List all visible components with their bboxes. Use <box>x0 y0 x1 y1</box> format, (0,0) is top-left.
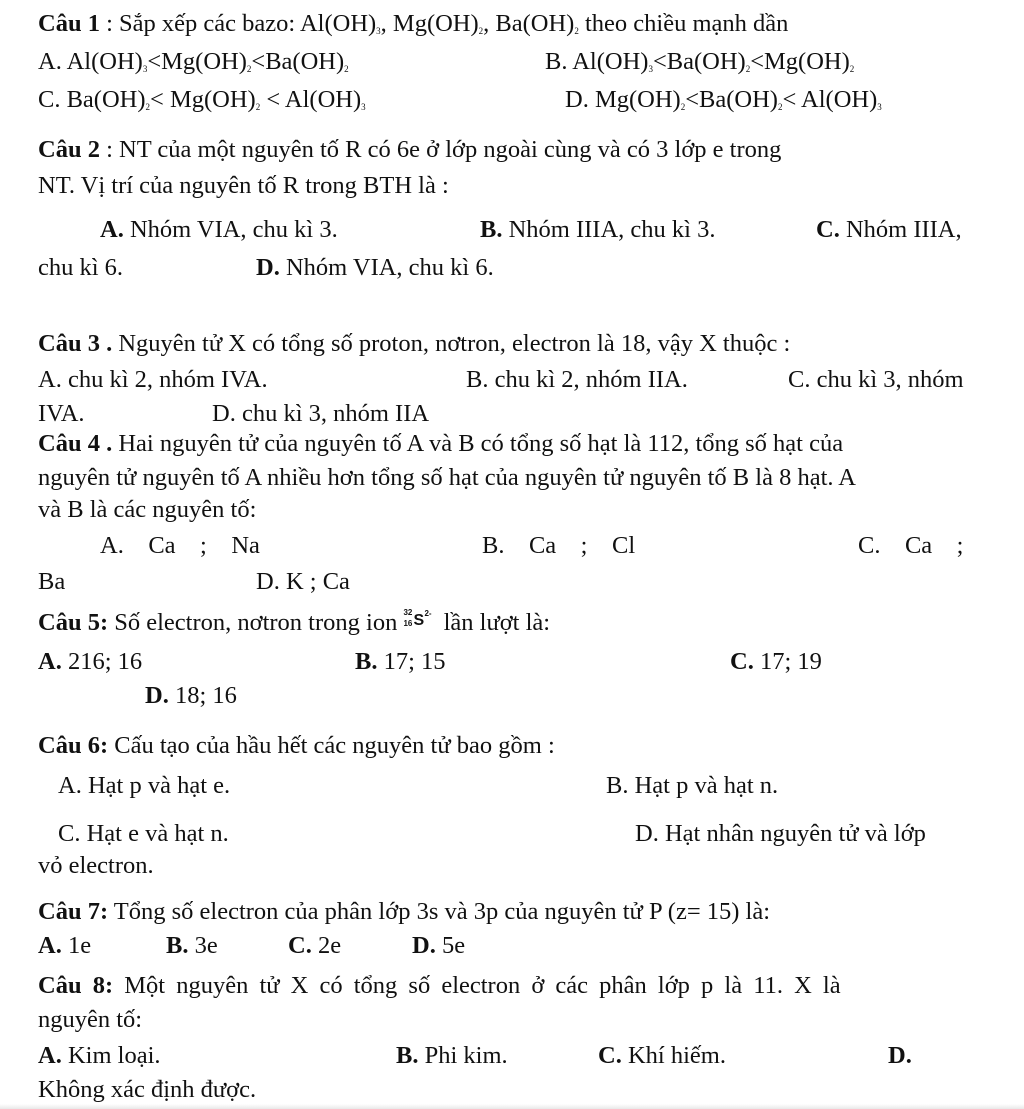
question-3-stem: Câu 3 . Nguyên tử X có tổng số proton, nơtron, electron là 18, vậy X thuộc : <box>38 330 791 357</box>
answer-option-d[interactable]: D. 18; 16 <box>145 682 237 709</box>
answer-option-b[interactable]: B. chu kì 2, nhóm IIA. <box>466 366 688 393</box>
answer-option-d[interactable]: D. Nhóm VIA, chu kì 6. <box>256 254 494 281</box>
question-label: Câu 4 . <box>38 430 113 457</box>
answer-option-a[interactable]: A. $Al(OH)_3<Mg(OH)_2<Ba(OH)_2$ <box>38 48 349 75</box>
question-2-stem-cont: NT. Vị trí của nguyên tố R trong BTH là : <box>38 172 449 199</box>
answer-option-c[interactable]: C. chu kì 3, nhóm <box>788 366 964 393</box>
answer-option-a[interactable]: A. 1e <box>38 932 92 959</box>
question-label: Câu 5: <box>38 609 109 636</box>
answer-option-c[interactable]: C. Ca ; <box>858 532 964 559</box>
answer-option-b[interactable]: B. 3e <box>166 932 218 959</box>
question-7-stem: Câu 7: Tổng số electron của phân lớp 3s và 3p của nguyên tử P (z= 15) là: <box>38 898 771 925</box>
answer-option-c[interactable]: C. 17; 19 <box>730 648 822 675</box>
answer-option-c[interactable]: C. 2e <box>288 932 342 959</box>
question-8-stem-cont: nguyên tố: <box>38 1006 143 1033</box>
answer-option-c[interactable]: C. Nhóm IIIA, <box>816 216 962 243</box>
answer-option-a[interactable]: A. Kim loại. <box>38 1042 161 1069</box>
answer-option-b[interactable]: B. Ca ; Cl <box>482 532 636 559</box>
answer-option-a[interactable]: A. Nhóm VIA, chu kì 3. <box>100 216 338 243</box>
answer-option-a[interactable]: A. chu kì 2, nhóm IVA. <box>38 366 268 393</box>
question-label: Câu 1 <box>38 10 100 37</box>
answer-option-d-cont: vỏ electron. <box>38 852 154 879</box>
question-4-stem-cont: nguyên tử nguyên tố A nhiều hơn tổng số hạt của nguyên tử nguyên tố B là 8 hạt. A <box>38 464 856 491</box>
question-label: Câu 2 <box>38 136 100 163</box>
question-label: Câu 3 . <box>38 330 113 357</box>
answer-option-d[interactable]: D. <box>888 1042 912 1069</box>
answer-option-d[interactable]: D. 5e <box>412 932 466 959</box>
answer-option-d[interactable]: D. $Mg(OH)_2<Ba(OH)_2< Al(OH)_3$ <box>565 86 882 113</box>
question-8-stem: Câu 8: Một nguyên tử X có tổng số electron ở các phân lớp p là 11. X là <box>38 972 841 999</box>
answer-option-b[interactable]: B. 17; 15 <box>355 648 446 675</box>
sulfide-ion-notation: 32 16 S 2- <box>403 608 432 629</box>
answer-option-c[interactable]: C. $Ba(OH)_2< Mg(OH)_2 < Al(OH)_3$ <box>38 86 366 113</box>
question-label: Câu 8: <box>38 972 114 999</box>
question-5-stem: Câu 5: Số electron, nơtron trong ion 32 16 S 2- lần lượt là: <box>38 608 551 636</box>
question-label: Câu 7: <box>38 898 109 925</box>
answer-option-a[interactable]: A. Ca ; Na <box>100 532 260 559</box>
answer-option-c[interactable]: C. Khí hiếm. <box>598 1042 726 1069</box>
answer-option-d[interactable]: D. K ; Ca <box>256 568 350 595</box>
answer-option-d-cont: Không xác định được. <box>38 1076 257 1103</box>
answer-option-c[interactable]: C. Hạt e và hạt n. <box>58 820 229 847</box>
question-4-stem-cont: và B là các nguyên tố: <box>38 496 257 523</box>
answer-option-d[interactable]: D. Hạt nhân nguyên tử và lớp <box>635 820 926 847</box>
question-2-stem: Câu 2 : NT của một nguyên tố R có 6e ở lớp ngoài cùng và có 3 lớp e trong <box>38 136 782 163</box>
answer-option-c-cont: chu kì 6. <box>38 254 124 281</box>
answer-option-b[interactable]: B. Phi kim. <box>396 1042 508 1069</box>
answer-option-b[interactable]: B. Nhóm IIIA, chu kì 3. <box>480 216 716 243</box>
question-4-stem: Câu 4 . Hai nguyên tử của nguyên tố A và B có tổng số hạt là 112, tổng số hạt của <box>38 430 844 457</box>
answer-option-a[interactable]: A. 216; 16 <box>38 648 143 675</box>
answer-option-b[interactable]: B. $Al(OH)_3<Ba(OH)_2<Mg(OH)_2$ <box>545 48 855 75</box>
page-bottom-shadow <box>0 1104 1024 1109</box>
answer-option-a[interactable]: A. Hạt p và hạt e. <box>58 772 231 799</box>
question-label: Câu 6: <box>38 732 109 759</box>
answer-option-c-cont: IVA. <box>38 400 85 427</box>
answer-option-b[interactable]: B. Hạt p và hạt n. <box>606 772 779 799</box>
question-1-stem: Câu 1 : Sắp xếp các bazo: $Al(OH)_3$, $Mg(OH)_2$, $Ba(OH)_2$ theo chiều mạnh dần <box>38 10 789 37</box>
question-6-stem: Câu 6: Cấu tạo của hầu hết các nguyên tử bao gồm : <box>38 732 555 759</box>
answer-option-d[interactable]: D. chu kì 3, nhóm IIA <box>212 400 430 427</box>
answer-option-c-cont: Ba <box>38 568 66 595</box>
